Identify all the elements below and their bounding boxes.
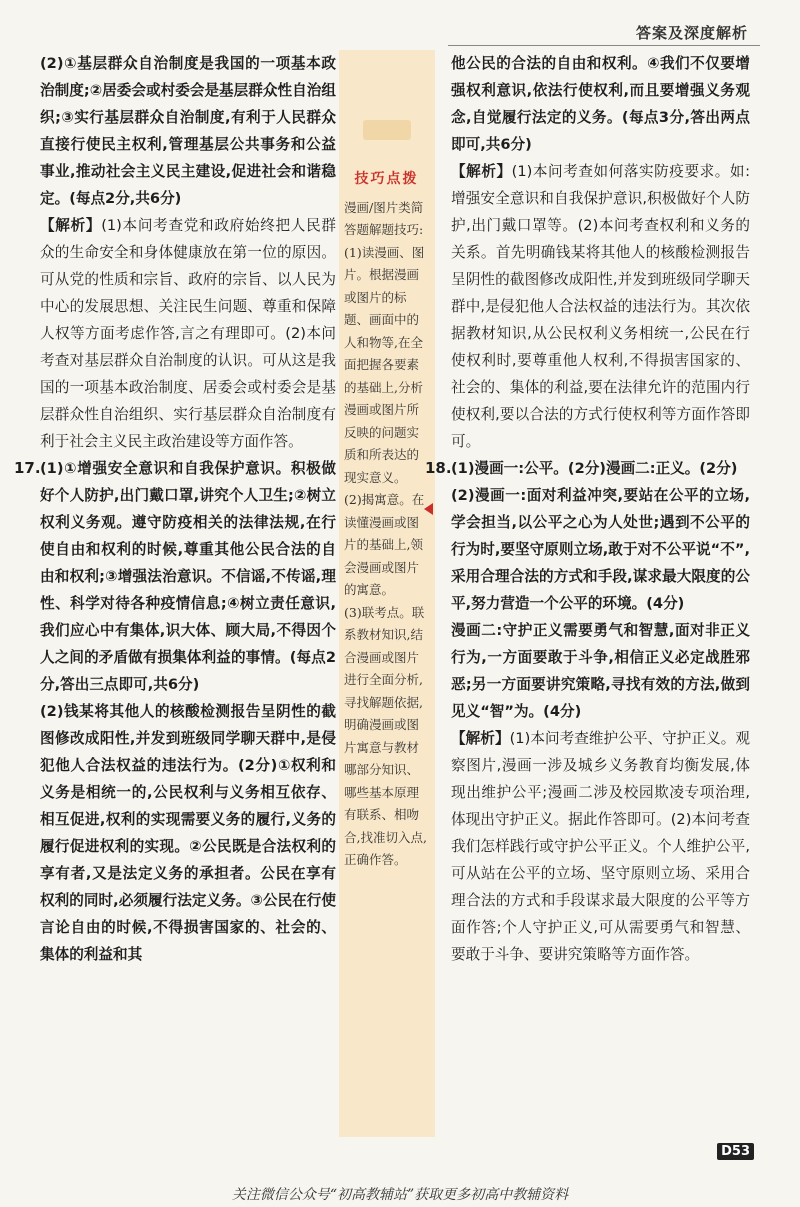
answer-18-1 bbox=[425, 455, 750, 482]
answer-18-1-text: (1)漫画一:公平。(2分)漫画二:正义。(2分) bbox=[451, 460, 738, 477]
analysis-16-text: (1)本问考查党和政府始终把人民群众的生命安全和身体健康放在第一位的原因。可从党的性质和宗旨、政府的宗旨、以人民为中心的发展思想、关注民生问题、尊重和保障人权等方面考虑作答,言之有理即可。(2)本问考查对基层群众自治制度的认识。可从这是我国的一项基本政治制度、居委会或村委会是基层群众性自治组织、实行基层群众自治制度有利于社会主义民主政治建设等方面作答。 bbox=[40, 217, 336, 450]
answer-17-1 bbox=[14, 455, 336, 698]
answer-16-2: (2)①基层群众自治制度是我国的一项基本政治制度;②居委会或村委会是基层群众性自治组织;③实行基层群众自治制度,有利于人民群众直接行使民主权利,管理基层公共事务和公益事业,推动社会主义民主建设,促进社会和谐稳定。(每点2分,共6分) bbox=[40, 55, 336, 207]
header-rule bbox=[448, 45, 760, 46]
analysis-18-text: (1)本问考查维护公平、守护正义。观察图片,漫画一涉及城乡义务教育均衡发展,体现出维护公平;漫画二涉及校园欺凌专项治理,体现出守护正义。据此作答即可。(2)本问考查我们怎样践行或守护公平正义。个人维护公平,可从站在公平的立场、坚守原则立场、采用合理合法的方式和手段谋求最大限度的公平等方面作答;个人守护正义,可从需要勇气和智慧、要敢于斗争、要讲究策略等方面作答。 bbox=[451, 730, 750, 963]
analysis-17-text: (1)本问考查如何落实防疫要求。如:增强安全意识和自我保护意识,积极做好个人防护,出门戴口罩等。(2)本问考查权利和义务的关系。首先明确钱某将其他人的核酸检测报告呈阴性的截图修改成阳性,并发到班级同学聊天群中,是侵犯他人合法权益的违法行为。其次依据教材知识,从公民权利义务相统一,公民在行使权利时,要尊重他人权利,不得损害国家的、社会的、集体的利益,要在法律允许的范围内行使权利,要以合法的方式行使权利等方面作答即可。 bbox=[451, 163, 750, 450]
tips-intro: 漫画/图片类简答题解题技巧: bbox=[344, 199, 424, 237]
tips-step-2: (2)揭寓意。在读懂漫画或图片的基础上,领会漫画或图片的寓意。 bbox=[344, 492, 425, 597]
analysis-18 bbox=[451, 725, 750, 968]
pointer-arrow-icon bbox=[424, 503, 433, 515]
analysis-tag: 【解析】 bbox=[451, 163, 512, 180]
tips-step-3: (3)联考点。联系教材知识,结合漫画或图片进行全面分析,寻找解题依据,明确漫画或图片寓意与教材哪部分知识、哪些基本原理有联系、相吻合,找准切入点,正确作答。 bbox=[344, 604, 427, 867]
left-column bbox=[14, 50, 336, 968]
right-column bbox=[425, 50, 750, 968]
answer-18-3: 漫画二:守护正义需要勇气和智慧,面对非正义行为,一方面要敢于斗争,相信正义必定战胜邪恶;另一方面要讲究策略,寻找有效的方法,做到见义“智”为。(4分) bbox=[451, 622, 750, 720]
page-number: D53 bbox=[717, 1143, 754, 1160]
analysis-16 bbox=[40, 212, 336, 455]
analysis-tag: 【解析】 bbox=[451, 730, 510, 747]
footer-watermark: 关注微信公众号“初高教辅站”获取更多初高中教辅资料 bbox=[231, 1187, 569, 1203]
tips-title: 技巧点拨 bbox=[354, 171, 419, 187]
header-title: 答案及深度解析 bbox=[635, 24, 748, 42]
analysis-tag: 【解析】 bbox=[40, 217, 102, 234]
question-number-18: 18. bbox=[425, 459, 452, 477]
tips-sidebar bbox=[339, 50, 435, 1137]
sidebar-decoration bbox=[363, 120, 411, 140]
question-number-17: 17. bbox=[14, 459, 41, 477]
tips-step-1: (1)读漫画、图片。根据漫画或图片的标题、画面中的人和物等,在全面把握各要素的基础上,分析漫画或图片所反映的问题实质和所表达的现实意义。 bbox=[344, 244, 425, 485]
analysis-17 bbox=[451, 158, 750, 455]
answer-17-1-text: (1)①增强安全意识和自我保护意识。积极做好个人防护,出门戴口罩,讲究个人卫生;②树立权利义务观。遵守防疫相关的法律法规,在行使自由和权利的时候,尊重其他公民合法的自由和权利;③增强法治意识。不信谣,不传谣,理性、科学对待各种疫情信息;④树立责任意识,我们应心中有集体,识大体、顾大局,不得因个人之间的矛盾做有损集体利益的事情。(每点2分,答出三点即可,共6分) bbox=[40, 460, 336, 693]
answer-17-2: (2)钱某将其他人的核酸检测报告呈阴性的截图修改成阳性,并发到班级同学聊天群中,是侵犯他人合法权益的违法行为。(2分)①权利和义务是相统一的,公民权利与义务相互依存、相互促进,权利的实现需要义务的履行,义务的履行促进权利的实现。②公民既是合法权利的享有者,又是法定义务的承担者。公民在享有权利的同时,必须履行法定义务。③公民在行使言论自由的时候,不得损害国家的、社会的、集体的利益和其 bbox=[40, 703, 336, 963]
answer-17-2-cont: 他公民的合法的自由和权利。④我们不仅要增强权利意识,依法行使权利,而且要增强义务观念,自觉履行法定的义务。(每点3分,答出两点即可,共6分) bbox=[451, 55, 750, 153]
answer-18-2: (2)漫画一:面对利益冲突,要站在公平的立场,学会担当,以公平之心为人处世;遇到不公平的行为时,要坚守原则立场,敢于对不公平说“不”,采用合理合法的方式和手段,谋求最大限度的公平,努力营造一个公平的环境。(4分) bbox=[451, 487, 750, 612]
